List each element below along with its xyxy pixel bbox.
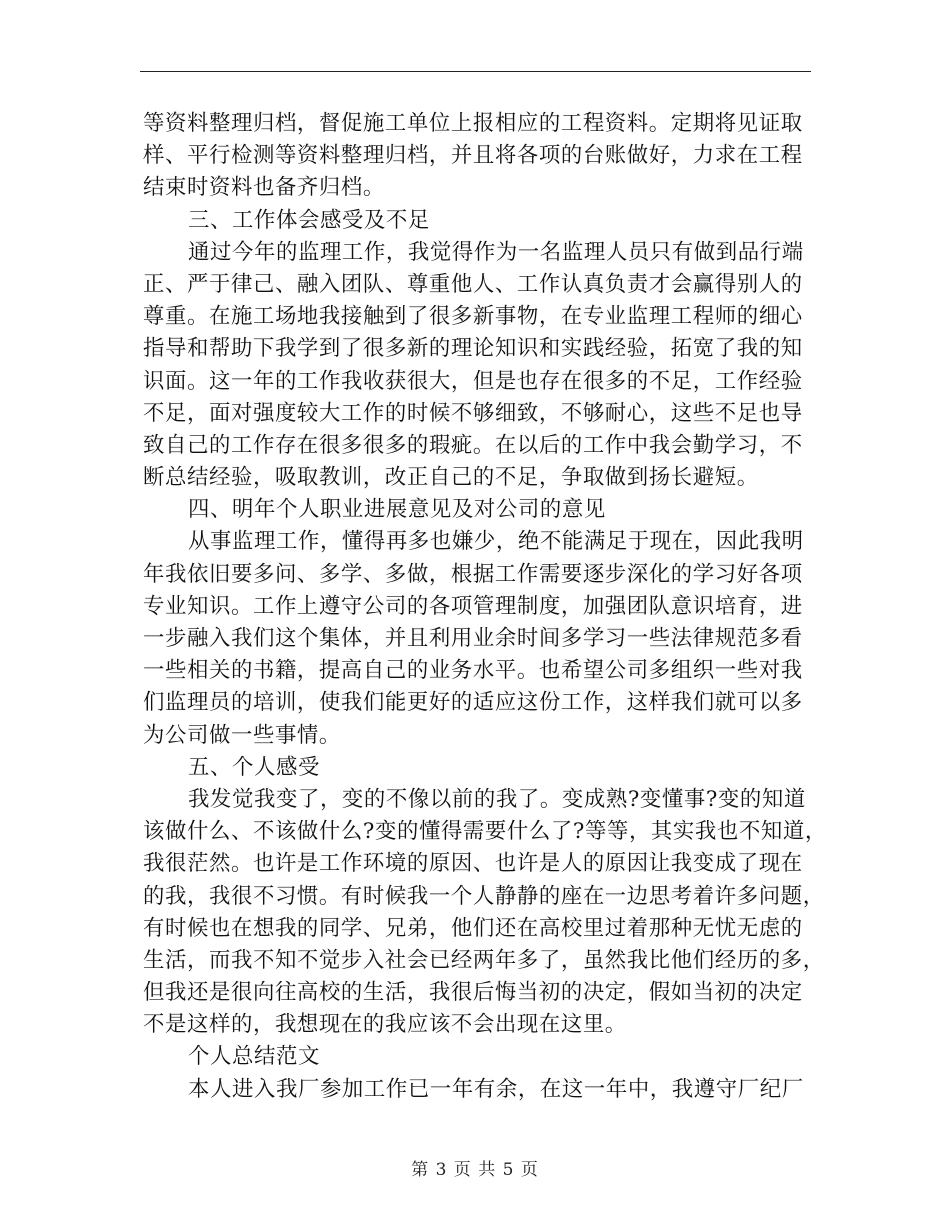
page-footer: 第 3 页 共 5 页 (411, 1160, 539, 1180)
text-line: 指导和帮助下我学到了很多新的理论知识和实践经验，拓宽了我的知 (143, 336, 803, 362)
text-line: 三、工作体会感受及不足 (188, 207, 430, 233)
text-line: 但我还是很向往高校的生活，我很后悔当初的决定，假如当初的决定 (143, 980, 803, 1006)
text-line: 不足，面对强度较大工作的时候不够细致，不够耐心，这些不足也导 (143, 400, 803, 426)
text-line: 该做什么、不该做什么?变的懂得需要什么了?等等，其实我也不知道， (143, 819, 827, 845)
text-line: 生活，而我不知不觉步入社会已经两年多了，虽然我比他们经历的多， (143, 947, 825, 973)
text-line: 从事监理工作，懂得再多也嫌少，绝不能满足于现在，因此我明 (188, 529, 804, 555)
text-line: 断总结经验，吸取教训，改正自己的不足，争取做到扬长避短。 (143, 465, 759, 491)
text-line: 专业知识。工作上遵守公司的各项管理制度，加强团队意识培育，进 (143, 593, 803, 619)
text-line: 不是这样的，我想现在的我应该不会出现在这里。 (143, 1012, 627, 1038)
text-line: 的我，我很不习惯。有时候我一个人静静的座在一边思考着许多问题， (143, 883, 825, 909)
text-line: 样、平行检测等资料整理归档，并且将各项的台账做好，力求在工程 (143, 143, 803, 169)
text-line: 五、个人感受 (188, 754, 320, 780)
text-line: 结束时资料也备齐归档。 (143, 175, 385, 201)
text-line: 等资料整理归档，督促施工单位上报相应的工程资料。定期将见证取 (143, 111, 803, 136)
text-line: 尊重。在施工场地我接触到了很多新事物，在专业监理工程师的细心 (143, 304, 803, 330)
body-text (143, 108, 827, 1106)
text-line: 为公司做一些事情。 (143, 722, 341, 748)
text-line: 个人总结范文 (188, 1044, 320, 1070)
text-line: 我发觉我变了，变的不像以前的我了。变成熟?变懂事?变的知道 (188, 786, 806, 812)
text-line: 正、严于律己、融入团队、尊重他人、工作认真负责才会赢得别人的 (143, 271, 803, 297)
text-line: 我很茫然。也许是工作环境的原因、也许是人的原因让我变成了现在 (143, 851, 803, 877)
text-line: 年我依旧要多问、多学、多做，根据工作需要逐步深化的学习好各项 (143, 561, 803, 587)
text-line: 一些相关的书籍，提高自己的业务水平。也希望公司多组织一些对我 (143, 658, 803, 684)
header-rule (140, 71, 811, 72)
text-line: 本人进入我厂参加工作已一年有余，在这一年中，我遵守厂纪厂 (188, 1076, 804, 1102)
text-line: 四、明年个人职业进展意见及对公司的意见 (188, 497, 606, 523)
text-line: 通过今年的监理工作，我觉得作为一名监理人员只有做到品行端 (188, 239, 804, 265)
text-line: 有时候也在想我的同学、兄弟，他们还在高校里过着那种无忧无虑的 (143, 915, 803, 941)
text-line: 识面。这一年的工作我收获很大，但是也存在很多的不足，工作经验 (143, 368, 803, 394)
text-line: 致自己的工作存在很多很多的瑕疵。在以后的工作中我会勤学习，不 (143, 432, 803, 458)
text-line: 们监理员的培训，使我们能更好的适应这份工作，这样我们就可以多 (143, 690, 803, 716)
text-line: 一步融入我们这个集体，并且利用业余时间多学习一些法律规范多看 (143, 626, 803, 651)
